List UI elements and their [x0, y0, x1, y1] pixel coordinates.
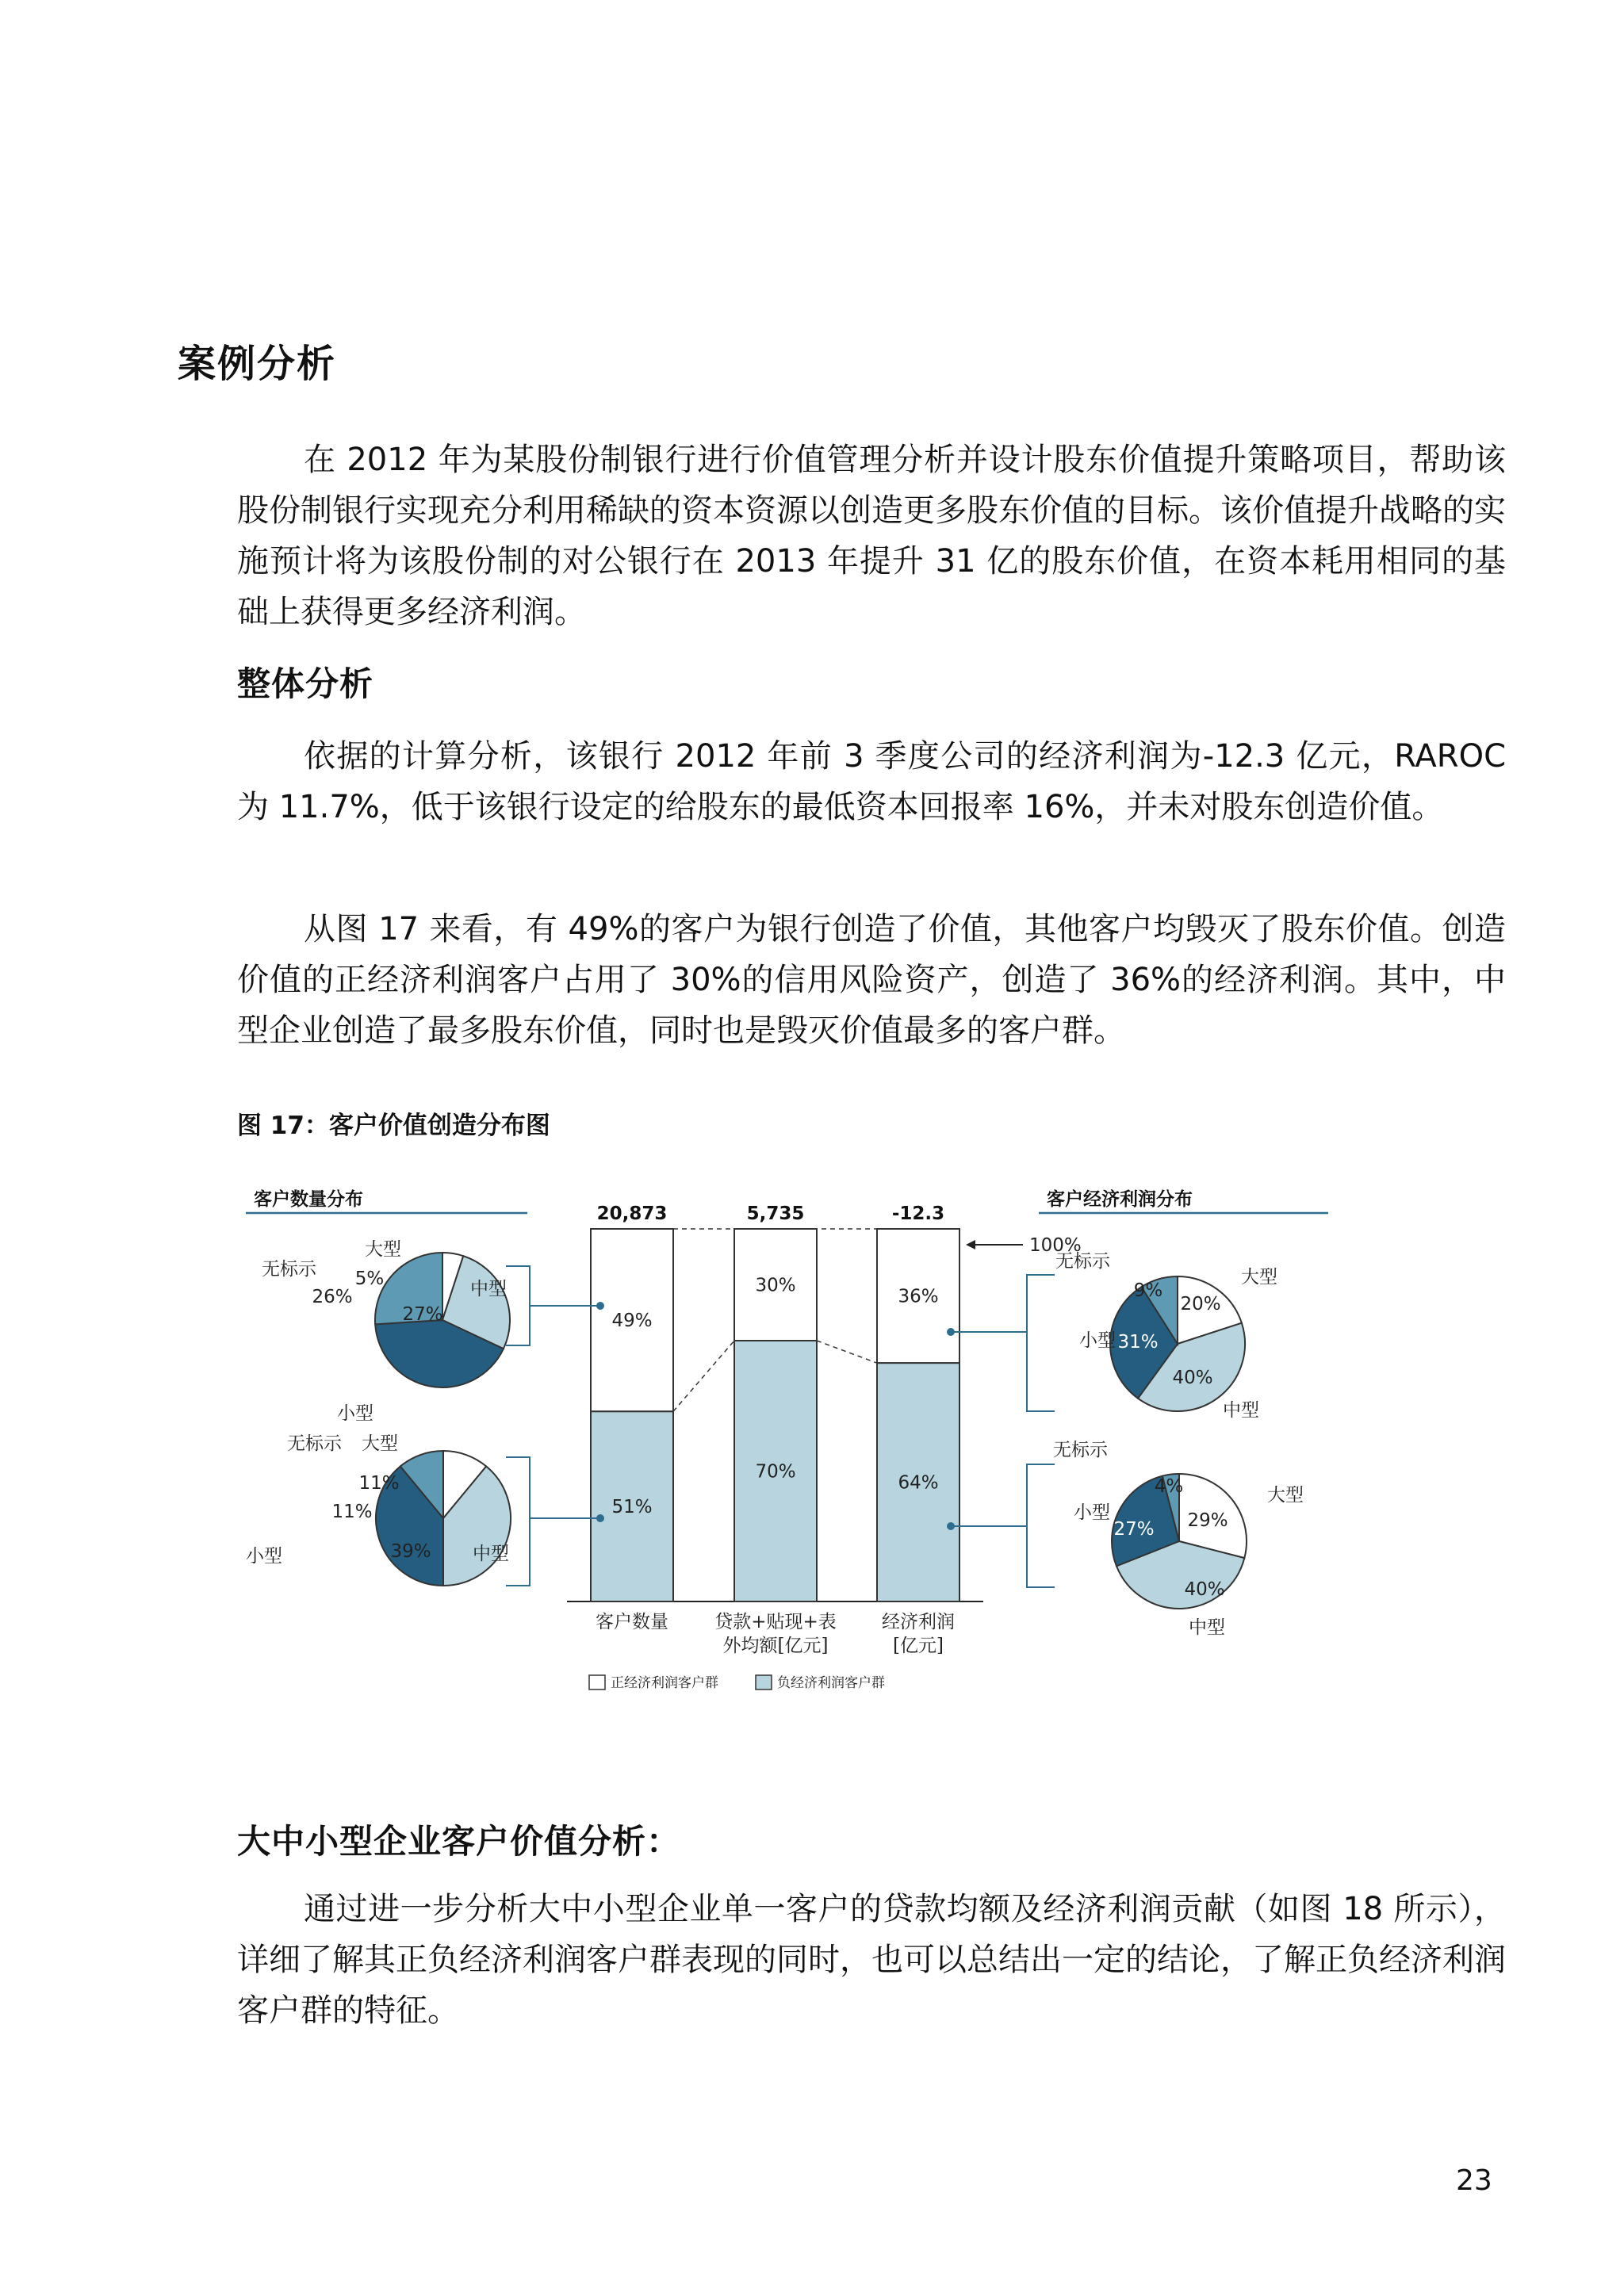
x-tick-label: 经济利润	[882, 1612, 955, 1632]
reference-arrow-head	[966, 1240, 975, 1249]
pie-data-label: 9%	[1133, 1280, 1163, 1301]
overall-paragraph-2	[237, 904, 1506, 1056]
pie-data-label: 26%	[312, 1287, 353, 1307]
reference-label: 100%	[1029, 1235, 1082, 1256]
pie-category-label: 中型	[1223, 1400, 1259, 1421]
bar-data-label: 70%	[755, 1461, 796, 1483]
bar-data-label: 36%	[898, 1286, 939, 1307]
right-pie-heading: 客户经济利润分布	[1047, 1189, 1193, 1210]
pie-data-label: 5%	[354, 1269, 385, 1289]
legend-swatch-positive	[589, 1675, 605, 1689]
bar-data-label: 51%	[611, 1497, 653, 1518]
pie-data-label: 40%	[1172, 1368, 1213, 1388]
figure-title: 图 17：客户价值创造分布图	[237, 1112, 550, 1140]
pie-category-label: 大型	[362, 1433, 398, 1454]
dashed-connector	[673, 1341, 734, 1411]
pie-category-label: 小型	[1074, 1502, 1110, 1523]
legend-label-negative: 负经济利润客户群	[777, 1675, 885, 1691]
bar-total: 20,873	[596, 1203, 668, 1224]
bar-total: 5,735	[746, 1203, 805, 1224]
pie-category-label: 中型	[473, 1544, 509, 1564]
pie-category-label: 大型	[365, 1239, 401, 1260]
x-tick-label: 贷款+贴现+表	[714, 1612, 837, 1632]
pie-category-label: 小型	[246, 1546, 282, 1567]
x-tick-label: [亿元]	[893, 1636, 944, 1656]
x-tick-label: 外均额[亿元]	[722, 1636, 829, 1656]
customer-value-figure	[230, 1173, 1404, 1712]
legend-swatch-negative	[756, 1675, 772, 1689]
pie-category-label: 大型	[1267, 1485, 1304, 1506]
segment-heading: 大中小型企业客户价值分析：	[237, 1822, 681, 1861]
bar-data-label: 30%	[755, 1275, 796, 1296]
pie-category-label: 无标示	[262, 1259, 316, 1280]
segment-paragraph	[237, 1884, 1506, 2036]
page-number: 23	[1456, 2164, 1492, 2197]
overall-text-1: 依据的计算分析，该银行 2012 年前 3 季度公司的经济利润为-12.3 亿元，RAROC 为 11.7%，低于该银行设定的给股东的最低资本回报率 16%，并未对股东创造价值。	[237, 738, 1506, 825]
pie-category-label: 小型	[337, 1403, 373, 1424]
intro-paragraph	[237, 434, 1506, 637]
dashed-connector	[817, 1341, 877, 1363]
stacked-bar-chart	[567, 1229, 983, 1601]
intro-text: 在 2012 年为某股份制银行进行价值管理分析并设计股东价值提升策略项目，帮助该股份制银行实现充分利用稀缺的资本资源以创造更多股东价值的目标。该价值提升战略的实施预计将为该股份制的对公银行在 2013 年提升 31 亿的股东价值，在资本耗用相同的基础上获得更多经济利润。	[237, 442, 1506, 630]
pie-category-label: 大型	[1241, 1267, 1277, 1288]
pie-data-label: 39%	[328, 1533, 370, 1554]
pie-data-label: 20%	[1180, 1294, 1221, 1314]
pie-category-label: 无标示	[287, 1433, 342, 1454]
bar-data-label: 64%	[898, 1472, 939, 1494]
pie-category-label: 小型	[1079, 1330, 1116, 1351]
pie-data-label: 4%	[1154, 1476, 1184, 1497]
pie-data-label: 11%	[331, 1502, 373, 1522]
pie-data-label: 31%	[1117, 1332, 1159, 1353]
section-title: 案例分析	[178, 342, 337, 386]
overall-heading: 整体分析	[237, 664, 374, 703]
left-pie-heading: 客户数量分布	[254, 1189, 363, 1210]
segment-text: 通过进一步分析大中小型企业单一客户的贷款均额及经济利润贡献（如图 18 所示），详细了解其正负经济利润客户群表现的同时，也可以总结出一定的结论，了解正负经济利润客户群的特征。	[237, 1891, 1506, 2029]
pie-data-label: 27%	[1113, 1519, 1155, 1540]
pie-category-label: 无标示	[1053, 1440, 1108, 1460]
x-tick-label: 客户数量	[596, 1612, 668, 1632]
legend-label-positive: 正经济利润客户群	[611, 1675, 718, 1691]
bar-total: -12.3	[891, 1203, 945, 1224]
pie-category-label: 无标示	[1055, 1251, 1110, 1272]
overall-text-2: 从图 17 来看，有 49%的客户为银行创造了价值，其他客户均毁灭了股东价值。创造价值的正经济利润客户占用了 30%的信用风险资产，创造了 36%的经济利润。其中，中型企业创造了最多股东价值，同时也是毁灭价值最多的客户群。	[237, 911, 1506, 1049]
pie-data-label: 39%	[390, 1541, 431, 1562]
pie-data-label: 40%	[1184, 1579, 1225, 1600]
pie-data-label: 42%	[334, 1366, 375, 1387]
pie-category-label: 中型	[1189, 1617, 1225, 1638]
overall-paragraph-1	[237, 731, 1506, 832]
pie-data-label: 29%	[1187, 1510, 1228, 1531]
pie-data-label: 11%	[358, 1473, 400, 1494]
pie-category-label: 中型	[470, 1279, 507, 1299]
bar-data-label: 49%	[611, 1311, 653, 1332]
pie-data-label: 27%	[402, 1304, 443, 1325]
